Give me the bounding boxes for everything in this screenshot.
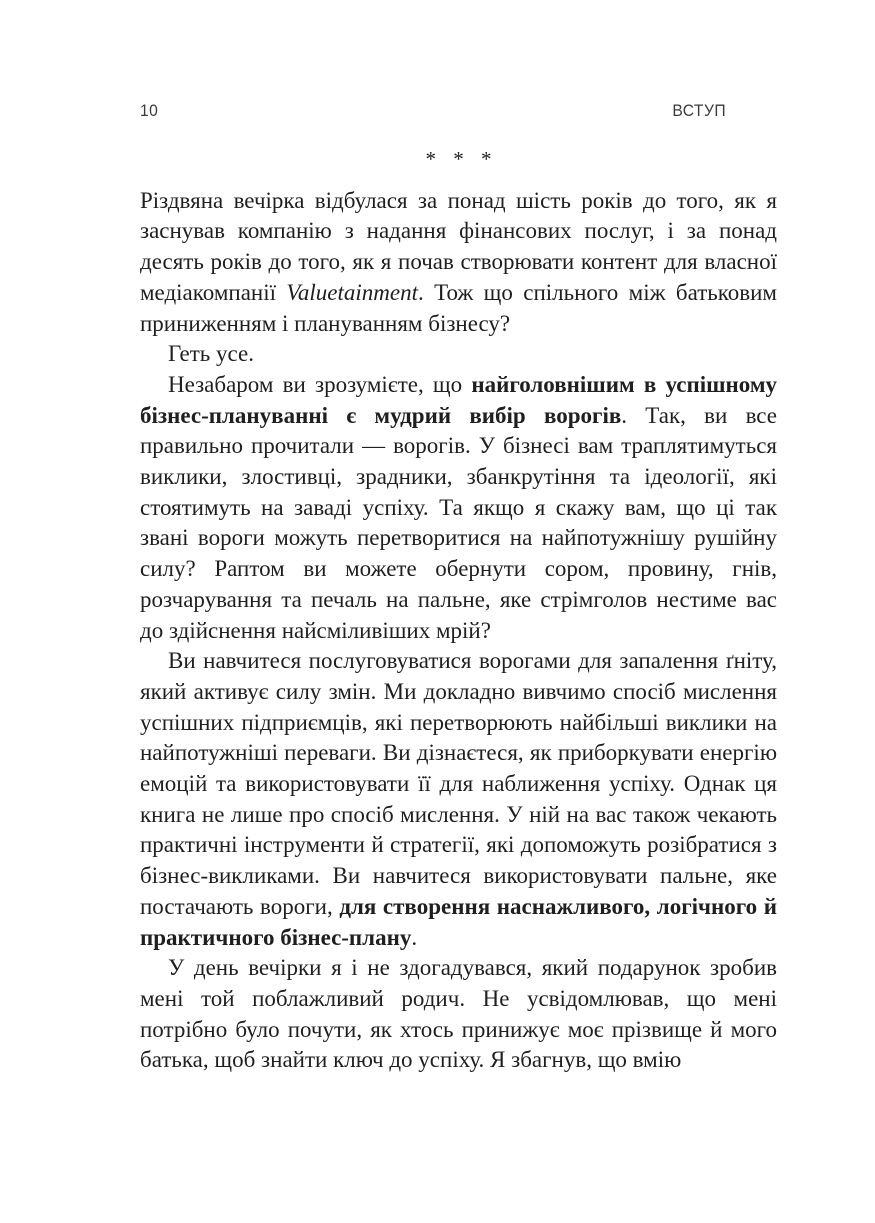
- bold-text-run: для створення наснажливого, логічного й практичного бізнес-плану: [140, 893, 777, 950]
- running-head-title: ВСТУП: [672, 101, 727, 120]
- text-run: .: [411, 924, 418, 950]
- text-block: [140, 144, 777, 1076]
- text-run: Геть усе.: [168, 341, 254, 367]
- section-separator: * * *: [425, 147, 498, 171]
- text-run: Незабаром ви зрозумієте, що: [168, 371, 472, 397]
- paragraphs: [140, 186, 777, 1076]
- page-number: 10: [140, 101, 159, 120]
- text-run: . Тож що спільного між батьковим приниженням і плануванням бізнесу?: [140, 279, 777, 336]
- page-header: [140, 101, 726, 121]
- paragraph: [140, 186, 777, 340]
- paragraph: [140, 339, 777, 370]
- text-run: Різдвяна вечірка відбулася за понад шість років до того, як я заснував компанію з надання фінансових послуг, і за понад десять років до того, як я почав створювати контент для власної медіакомпанії: [140, 187, 777, 305]
- paragraph: [140, 370, 777, 646]
- paragraph: [140, 953, 777, 1076]
- text-run: У день вечірки я і не здогадувався, який подарунок зробив мені той поблажливий родич. Не усвідомлював, що мені потрібно було почути, як хтось принижує моє прізвище й мого батька, щоб знайти ключ до успіху. Я збагнув, що вмію: [140, 955, 777, 1073]
- paragraph: [140, 646, 777, 953]
- bold-text-run: найголовнішим в успішному бізнес-плануванні є мудрий вибір ворогів: [140, 371, 777, 428]
- italic-text-run: Valuetainment: [286, 279, 418, 305]
- text-run: . Так, ви все правильно прочитали — ворогів. У бізнесі вам траплятимуться виклики, злостивці, зрадники, збанкрутіння та ідеології, які стоятимуть на заваді успіху. Та якщо я скажу вам, що ці так звані вороги можуть перетворитися на найпотужнішу рушійну силу? Раптом ви можете обернути сором, провину, гнів, розчарування та печаль на пальне, яке стрімголов нестиме вас до здійснення найсміливіших мрій?: [140, 402, 777, 643]
- text-run: Ви навчитеся послуговуватися ворогами для запалення ґніту, який активує силу змін. Ми докладно вивчимо спосіб мислення успішних підприємців, які перетворюють найбільші виклики на найпотужніші переваги. Ви дізнаєтеся, як приборкувати енергію емоцій та використовувати її для наближення успіху. Однак ця книга не лише про спосіб мислення. У ній на вас також чекають практичні інструменти й стратегії, які допоможуть розібратися з бізнес-викликами. Ви навчитеся використовувати пальне, яке постачають вороги,: [140, 648, 777, 919]
